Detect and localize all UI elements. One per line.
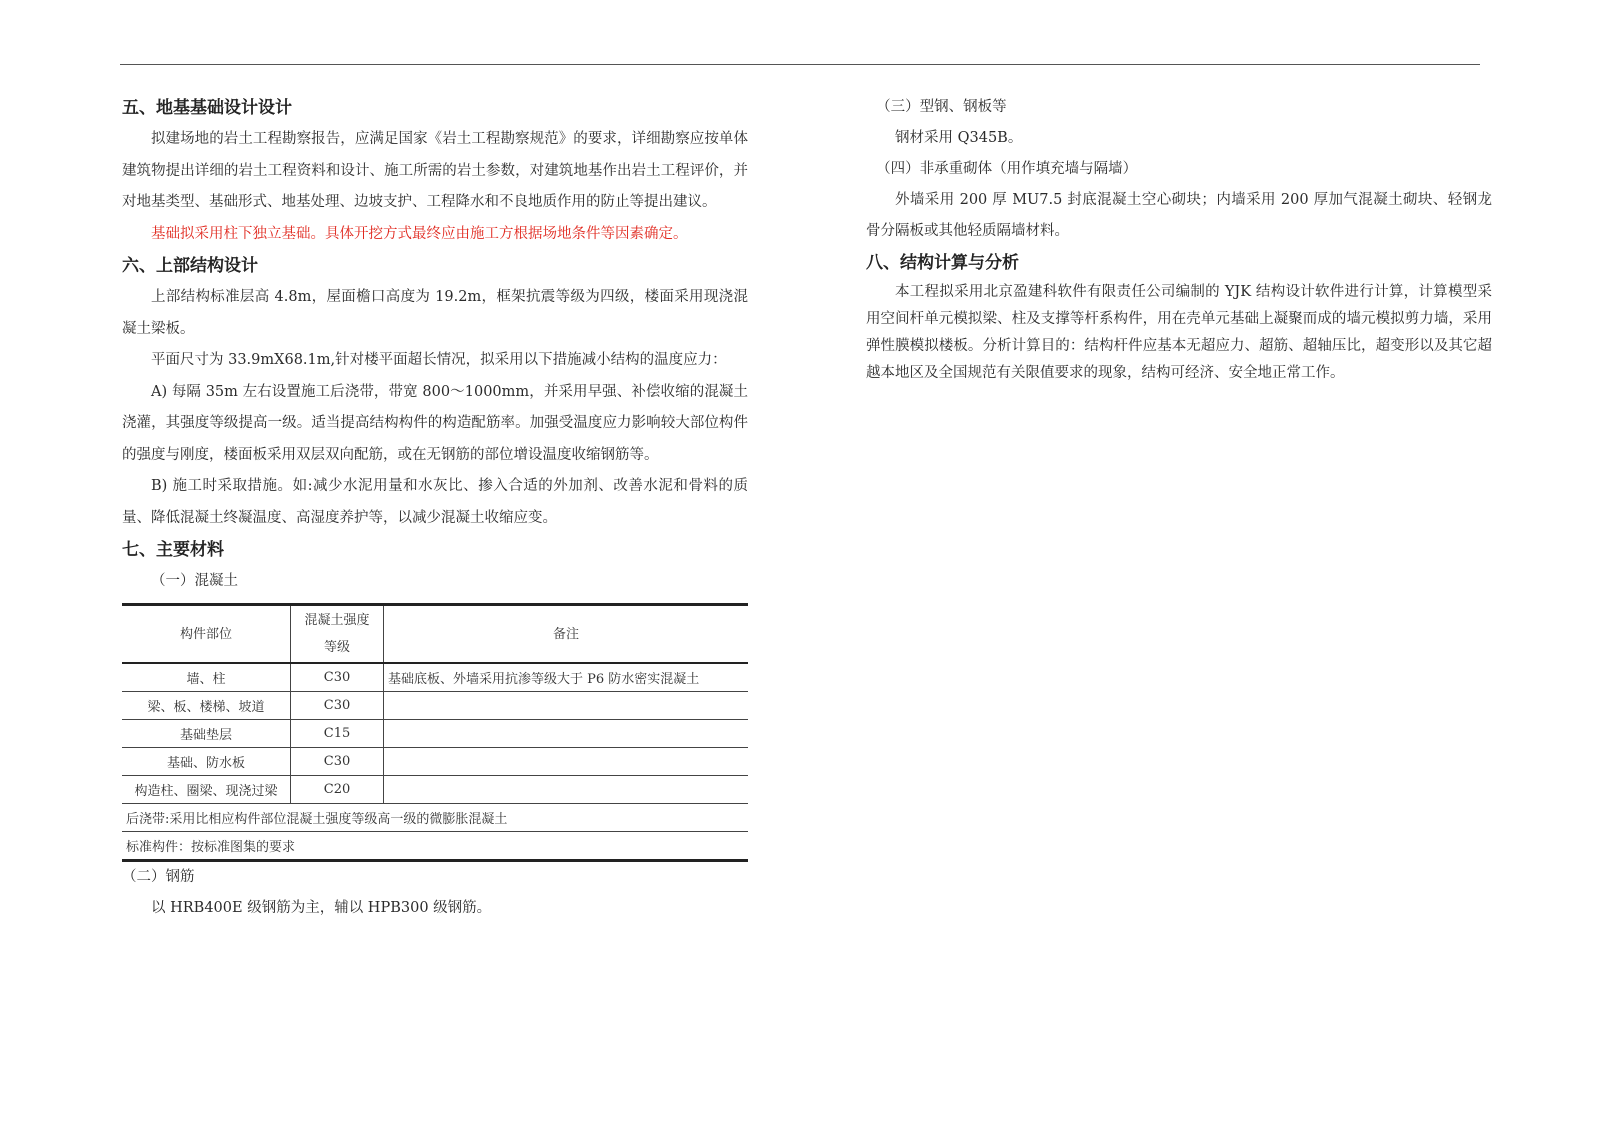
table-row xyxy=(122,663,748,692)
cell-note: 基础底板、外墙采用抗渗等级大于 P6 防水密实混凝土 xyxy=(384,663,749,692)
section-6-paragraph-1: 上部结构标准层高 4.8m，屋面檐口高度为 19.2m，框架抗震等级为四级，楼面采用现浇混凝土梁板。 xyxy=(122,289,748,337)
table-header-row xyxy=(122,605,748,664)
section-6-measure-a: A) 每隔 35m 左右设置施工后浇带，带宽 800～1000mm，并采用早强、补偿收缩的混凝土浇灌，其强度等级提高一级。适当提高结构构件的构造配筋率。加强受温度应力影响较大部位构件的强度与刚度，楼面板采用双层双向配筋，或在无钢筋的部位增设温度收缩钢筋等。 xyxy=(122,383,748,463)
right-column xyxy=(866,92,1492,387)
table-row xyxy=(122,776,748,804)
cell-grade: C30 xyxy=(291,748,384,776)
cell-part: 基础、防水板 xyxy=(122,748,291,776)
masonry-paragraph: 外墙采用 200 厚 MU7.5 封底混凝土空心砌块；内墙采用 200 厚加气混凝土砌块、轻钢龙骨分隔板或其他轻质隔墙材料。 xyxy=(866,192,1492,239)
footnote-standard: 标准构件：按标准图集的要求 xyxy=(122,832,748,861)
header-rule xyxy=(120,64,1480,65)
section-8-body xyxy=(866,279,1492,387)
cell-note xyxy=(384,692,749,720)
section-6-measure-b: B) 施工时采取措施。如:减少水泥用量和水灰比、掺入合适的外加剂、改善水泥和骨料的质量、降低混凝土终凝温度、高湿度养护等，以减少混凝土收缩应变。 xyxy=(122,478,748,526)
steel-section-subtitle: （三）型钢、钢板等 xyxy=(876,99,1007,115)
section-8-title: 八、结构计算与分析 xyxy=(866,253,1019,273)
footnote-post-pour: 后浇带:采用比相应构件部位混凝土强度等级高一级的微膨胀混凝土 xyxy=(122,804,748,832)
table-row xyxy=(122,692,748,720)
section-8-paragraph: 本工程拟采用北京盈建科软件有限责任公司编制的 YJK 结构设计软件进行计算，计算模型采用空间杆单元模拟梁、柱及支撑等杆系构件，用在壳单元基础上凝聚而成的墙元模拟剪力墙，采用弹性膜模拟楼板。分析计算目的：结构杆件应基本无超应力、超筋、超轴压比，超变形以及其它超越本地区及全国规范有关限值要求的现象，结构可经济、安全地正常工作。 xyxy=(866,284,1492,381)
section-6-paragraph-2: 平面尺寸为 33.9mX68.1m,针对楼平面超长情况，拟采用以下措施减小结构的温度应力： xyxy=(151,352,727,368)
cell-grade: C20 xyxy=(291,776,384,804)
cell-part: 构造柱、圈梁、现浇过梁 xyxy=(122,776,291,804)
header-grade-line2: 等级 xyxy=(323,640,350,655)
section-7-title: 七、主要材料 xyxy=(122,540,224,560)
table-row xyxy=(122,720,748,748)
cell-part: 基础垫层 xyxy=(122,720,291,748)
cell-part: 梁、板、楼梯、坡道 xyxy=(122,692,291,720)
header-note: 备注 xyxy=(384,605,749,664)
masonry-subtitle: （四）非承重砌体（用作填充墙与隔墙） xyxy=(876,161,1138,177)
section-5-paragraph-1: 拟建场地的岩土工程勘察报告，应满足国家《岩土工程勘察规范》的要求，详细勘察应按单体建筑物提出详细的岩土工程资料和设计、施工所需的岩土参数，对建筑地基作出岩土工程评价，并对地基类型、基础形式、地基处理、边坡支护、工程降水和不良地质作用的防止等提出建议。 xyxy=(122,131,748,210)
concrete-subtitle: （一）混凝土 xyxy=(151,573,238,589)
cell-grade: C30 xyxy=(291,692,384,720)
steel-section-paragraph: 钢材采用 Q345B。 xyxy=(895,130,1023,146)
cell-grade: C15 xyxy=(291,720,384,748)
cell-part: 墙、柱 xyxy=(122,663,291,692)
section-5-title: 五、地基基础设计设计 xyxy=(122,98,292,118)
rebar-paragraph: 以 HRB400E 级钢筋为主，辅以 HPB300 级钢筋。 xyxy=(151,900,492,916)
rebar-subtitle: （二）钢筋 xyxy=(122,869,195,885)
table-row xyxy=(122,748,748,776)
header-grade-line1: 混凝土强度 xyxy=(304,613,370,628)
cell-note xyxy=(384,720,749,748)
table-footnote-row xyxy=(122,832,748,861)
cell-grade: C30 xyxy=(291,663,384,692)
table-footnote-row xyxy=(122,804,748,832)
section-5-paragraph-2-highlight: 基础拟采用柱下独立基础。具体开挖方式最终应由施工方根据场地条件等因素确定。 xyxy=(151,225,688,242)
concrete-table xyxy=(122,603,748,862)
cell-note xyxy=(384,748,749,776)
cell-note xyxy=(384,776,749,804)
section-6-title: 六、上部结构设计 xyxy=(122,256,258,276)
left-column xyxy=(122,92,748,924)
header-part: 构件部位 xyxy=(122,605,291,664)
header-grade xyxy=(291,605,384,664)
